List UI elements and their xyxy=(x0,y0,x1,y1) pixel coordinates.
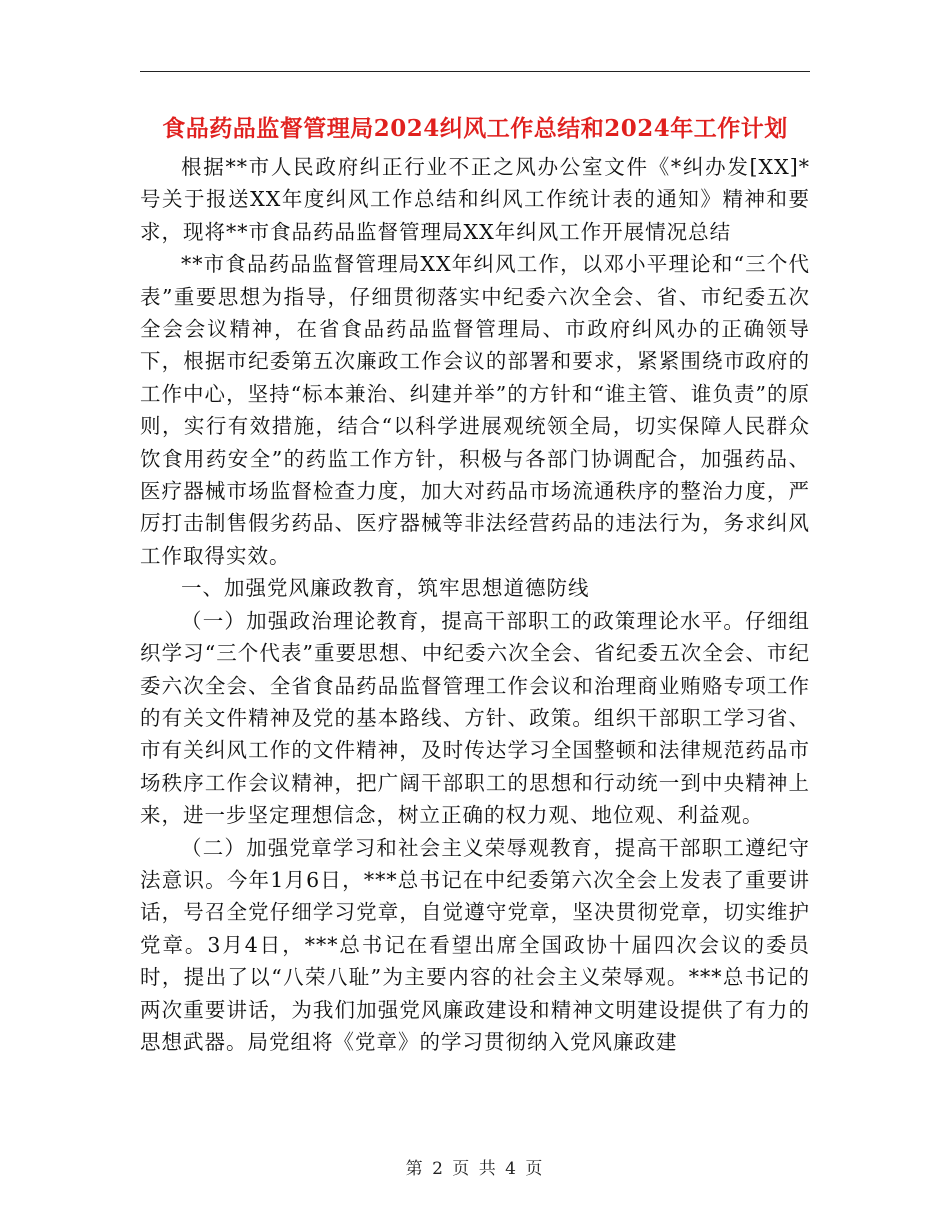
paragraph-subsection-1: （一）加强政治理论教育，提高干部职工的政策理论水平。仔细组织学习“三个代表”重要思想、中纪委六次全会、省纪委五次全会、市纪委六次全会、全省食品药品监督管理工作会议和治理商业贿赂专项工作的有关文件精神及党的基本路线、方针、政策。组织干部职工学习省、市有关纠风工作的文件精神，及时传达学习全国整顿和法律规范药品市场秩序工作会议精神，把广阔干部职工的思想和行动统一到中央精神上来，进一步坚定理想信念，树立正确的权力观、地位观、利益观。 xyxy=(140,608,810,828)
header-rule xyxy=(140,71,810,72)
section-heading-1: 一、加强党风廉政教育，筑牢思想道德防线 xyxy=(181,576,590,601)
document-title: 食品药品监督管理局2024纠风工作总结和2024年工作计划 xyxy=(162,115,788,142)
paragraph-subsection-2: （二）加强党章学习和社会主义荣辱观教育，提高干部职工遵纪守法意识。今年1月6日，***总书记在中纪委第六次全会上发表了重要讲话，号召全党仔细学习党章，自觉遵守党章，坚决贯彻党章，切实维护党章。3月4日，***总书记在看望出席全国政协十届四次会议的委员时，提出了以“八荣八耻”为主要内容的社会主义荣辱观。***总书记的两次重要讲话，为我们加强党风廉政建设和精神文明建设提供了有力的思想武器。局党组将《党章》的学习贯彻纳入党风廉政建 xyxy=(140,835,810,1054)
document-body xyxy=(140,151,810,1058)
page-footer: 第 2 页 共 4 页 xyxy=(405,1159,545,1179)
paragraph-overview: **市食品药品监督管理局XX年纠风工作，以邓小平理论和“三个代表”重要思想为指导，仔细贯彻落实中纪委六次全会、省、市纪委五次全会会议精神，在省食品药品监督管理局、市政府纠风办的正确领导下，根据市纪委第五次廉政工作会议的部署和要求，紧紧围绕市政府的工作中心，坚持“标本兼治、纠建并举”的方针和“谁主管、谁负责”的原则，实行有效措施，结合“以科学进展观统领全局，切实保障人民群众饮食用药安全”的药监工作方针，积极与各部门协调配合，加强药品、医疗器械市场监督检查力度，加大对药品市场流通秩序的整治力度，严厉打击制售假劣药品、医疗器械等非法经营药品的违法行为，务求纠风工作取得实效。 xyxy=(140,252,810,568)
paragraph-intro: 根据**市人民政府纠正行业不正之风办公室文件《*纠办发[XX]*号关于报送XX年度纠风工作总结和纠风工作统计表的通知》精神和要求，现将**市食品药品监督管理局XX年纠风工作开展情况总结 xyxy=(140,155,810,244)
